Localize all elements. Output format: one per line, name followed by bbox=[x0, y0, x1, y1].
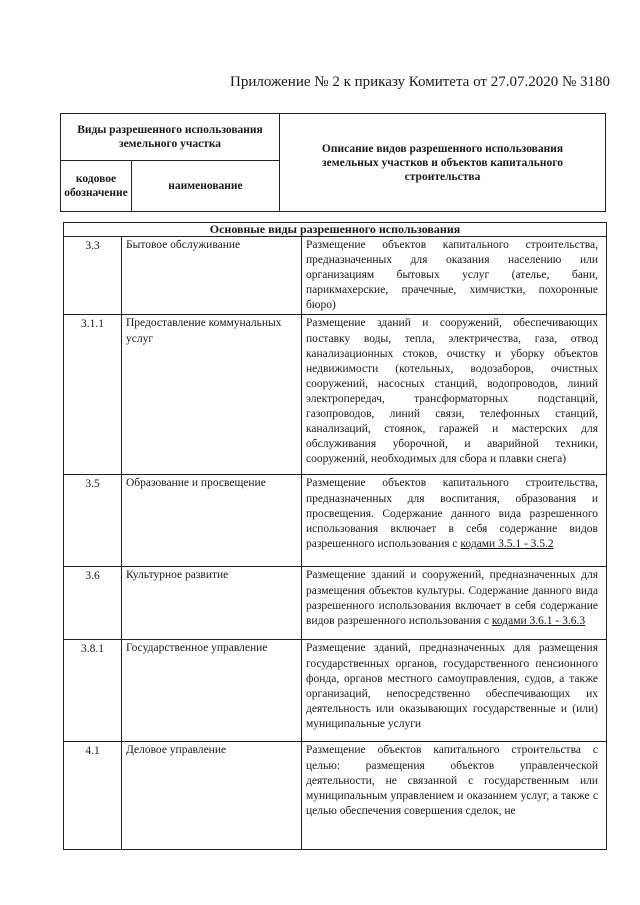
main-table bbox=[63, 222, 607, 850]
row-code: 3.6 bbox=[64, 567, 122, 640]
row-description: Размещение зданий, предназначенных для размещения государственных органов, государственного пенсионного фонда, органов местного самоуправления, судов, а также организаций, непосредственно обеспечивающих их деятельность или оказывающих государственные и (или) муниципальные услуги bbox=[302, 640, 607, 742]
table-row bbox=[64, 315, 607, 475]
row-code: 3.5 bbox=[64, 475, 122, 567]
header-code: кодовое обозначение bbox=[61, 161, 132, 212]
row-description bbox=[302, 567, 607, 640]
header-name: наименование bbox=[131, 161, 279, 212]
section-header-row bbox=[64, 223, 607, 237]
codes-link: кодами 3.6.1 - 3.6.3 bbox=[491, 614, 586, 627]
row-name: Предоставление коммунальных услуг bbox=[122, 315, 302, 475]
row-name: Государственное управление bbox=[122, 640, 302, 742]
row-description: Размещение зданий и сооружений, обеспечивающих поставку воды, тепла, электричества, газа, отвод канализационных стоков, очистку и уборку объектов недвижимости (котельных, водозаборов, очистных сооружений, насосных станций, водопроводов, линий электропередач, трансформаторных подстанций, газопроводов, линий связи, телефонных станций, канализаций, стоянок, гаражей и мастерских для обслуживания уборочной, и аварийной техники, сооружений, необходимых для сбора и плавки снега) bbox=[302, 315, 607, 475]
header-kinds: Виды разрешенного использования земельного участка bbox=[61, 114, 280, 161]
table-row bbox=[64, 237, 607, 315]
section-title: Основные виды разрешенного использования bbox=[64, 223, 607, 237]
row-name: Бытовое обслуживание bbox=[122, 237, 302, 315]
row-description-text: Размещение зданий и сооружений, предназначенных для размещения объектов культуры. Содержание данного вида разрешенного использования включает в себя содержание видов разрешенного использования с bbox=[306, 569, 598, 627]
row-code: 4.1 bbox=[64, 742, 122, 850]
row-code: 3.3 bbox=[64, 237, 122, 315]
row-name: Культурное развитие bbox=[122, 567, 302, 640]
table-row bbox=[64, 567, 607, 640]
row-code: 3.8.1 bbox=[64, 640, 122, 742]
row-name: Образование и просвещение bbox=[122, 475, 302, 567]
table-row bbox=[64, 475, 607, 567]
table-row bbox=[64, 742, 607, 850]
header-table bbox=[60, 113, 606, 212]
row-description: Размещение объектов капитального строительства с целью: размещения объектов управленческой деятельности, не связанной с государственным или муниципальным управлением и оказанием услуг, а также с целью обеспечения совершения сделок, не bbox=[302, 742, 607, 850]
table-row bbox=[64, 640, 607, 742]
row-description bbox=[302, 475, 607, 567]
row-code: 3.1.1 bbox=[64, 315, 122, 475]
row-description: Размещение объектов капитального строительства, предназначенных для оказания населению или организациям бытовых услуг (ателье, бани, парикмахерские, прачечные, химчистки, похоронные бюро) bbox=[302, 237, 607, 315]
row-name: Деловое управление bbox=[122, 742, 302, 850]
codes-link: кодами 3.5.1 - 3.5.2 bbox=[460, 537, 554, 550]
appendix-title: Приложение № 2 к приказу Комитета от 27.07.2020 № 3180 bbox=[230, 74, 611, 90]
row-description-text: Размещение объектов капитального строительства, предназначенных для воспитания, образования и просвещения. Содержание данного вида разрешенного использования включает в себя содержание видов разрешенного использования с bbox=[306, 477, 598, 550]
header-description: Описание видов разрешенного использования земельных участков и объектов капитального строительства bbox=[280, 114, 606, 212]
